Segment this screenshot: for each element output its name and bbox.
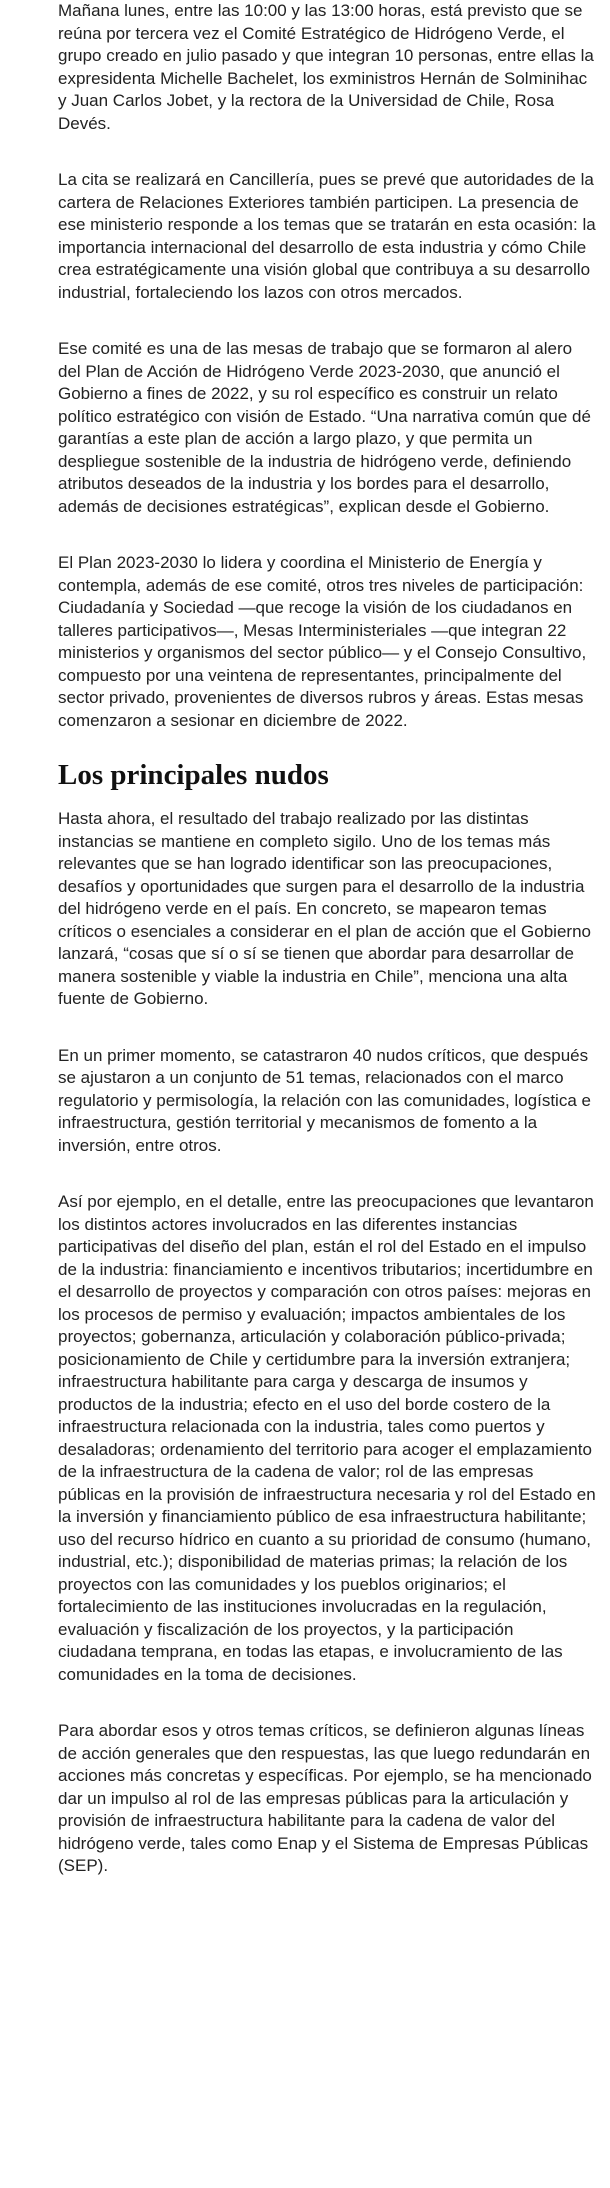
article-paragraph: Hasta ahora, el resultado del trabajo realizado por las distintas instancias se mantiene en completo sigilo. Uno de los temas más relevantes que se han logrado identificar son las preocupaciones, desafíos y oportunidades que surgen para el desarrollo de la industria del hidrógeno verde en el país. En concreto, se mapearon temas críticos o esenciales a considerar en el plan de acción que el Gobierno lanzará, “cosas que sí o sí se tienen que abordar para desarrollar de manera sostenible y viable la industria en Chile”, menciona una alta fuente de Gobierno. (58, 809, 591, 1008)
section-heading: Los principales nudos (58, 759, 329, 791)
article-paragraph: Ese comité es una de las mesas de trabajo que se formaron al alero del Plan de Acción de Hidrógeno Verde 2023-2030, que anunció el Gobierno a fines de 2022, y su rol específico es construir un relato político estratégico con visión de Estado. “Una narrativa común que dé garantías a este plan de acción a largo plazo, y que permita un despliegue sostenible de la industria de hidrógeno verde, definiendo atributos deseados de la industria y los bordes para el desarrollo, además de decisiones estratégicas”, explican desde el Gobierno. (58, 339, 591, 516)
article-paragraph: Para abordar esos y otros temas críticos, se definieron algunas líneas de acción generales que den respuestas, las que luego redundarán en acciones más concretas y específicas. Por ejemplo, se ha mencionado dar un impulso al rol de las empresas públicas para la articulación y provisión de infraestructura habilitante para la cadena de valor del hidrógeno verde, tales como Enap y el Sistema de Empresas Públicas (SEP). (58, 1721, 592, 1875)
article-paragraph: Así por ejemplo, en el detalle, entre las preocupaciones que levantaron los distintos actores involucrados en las diferentes instancias participativas del diseño del plan, están el rol del Estado en el impulso de la industria: financiamiento e incentivos tributarios; incertidumbre en el desarrollo de proyectos y comparación con otros países: mejoras en los procesos de permiso y evaluación; impactos ambientales de los proyectos; gobernanza, articulación y colaboración público-privada; posicionamiento de Chile y certidumbre para la inversión extranjera; infraestructura habilitante para carga y descarga de insumos y productos de la industria; efecto en el uso del borde costero de la infraestructura relacionada con la industria, tales como puertos y desaladoras; ordenamiento del territorio para acoger el emplazamiento de la infraestructura de la cadena de valor; rol de las empresas públicas en la provisión de infraestructura necesaria y rol del Estado en la inversión y financiamiento público de esa infraestructura habilitante; uso del recurso hídrico en cuanto a su prioridad de consumo (humano, industrial, etc.); disponibilidad de materias primas; la relación de los proyectos con las comunidades y los pueblos originarios; el fortalecimiento de las instituciones involucradas en la regulación, evaluación y fiscalización de los proyectos, y la participación ciudadana temprana, en todas las etapas, e involucramiento de las comunidades en la toma de decisiones. (58, 1192, 596, 1684)
article-paragraph: El Plan 2023-2030 lo lidera y coordina el Ministerio de Energía y contempla, además de ese comité, otros tres niveles de participación: Ciudadanía y Sociedad —que recoge la visión de los ciudadanos en talleres participativos—, Mesas Interministeriales —que integran 22 ministerios y organismos del sector público— y el Consejo Consultivo, compuesto por una veintena de representantes, principalmente del sector privado, provenientes de diversos rubros y áreas. Estas mesas comenzaron a sesionar en diciembre de 2022. (58, 553, 587, 730)
article-paragraph: Mañana lunes, entre las 10:00 y las 13:00 horas, está previsto que se reúna por tercera vez el Comité Estratégico de Hidrógeno Verde, el grupo creado en julio pasado y que integran 10 personas, entre ellas la expresidenta Michelle Bachelet, los exministros Hernán de Solminihac y Juan Carlos Jobet, y la rectora de la Universidad de Chile, Rosa Devés. (58, 1, 594, 133)
article-paragraph: La cita se realizará en Cancillería, pues se prevé que autoridades de la cartera de Relaciones Exteriores también participen. La presencia de ese ministerio responde a los temas que se tratarán en esta ocasión: la importancia internacional del desarrollo de esta industria y cómo Chile crea estratégicamente una visión global que contribuya a su desarrollo industrial, fortaleciendo los lazos con otros mercados. (58, 170, 596, 302)
article-paragraph: En un primer momento, se catastraron 40 nudos críticos, que después se ajustaron a un conjunto de 51 temas, relacionados con el marco regulatorio y permisología, la relación con las comunidades, logística e infraestructura, gestión territorial y mecanismos de fomento a la inversión, entre otros. (58, 1045, 591, 1155)
